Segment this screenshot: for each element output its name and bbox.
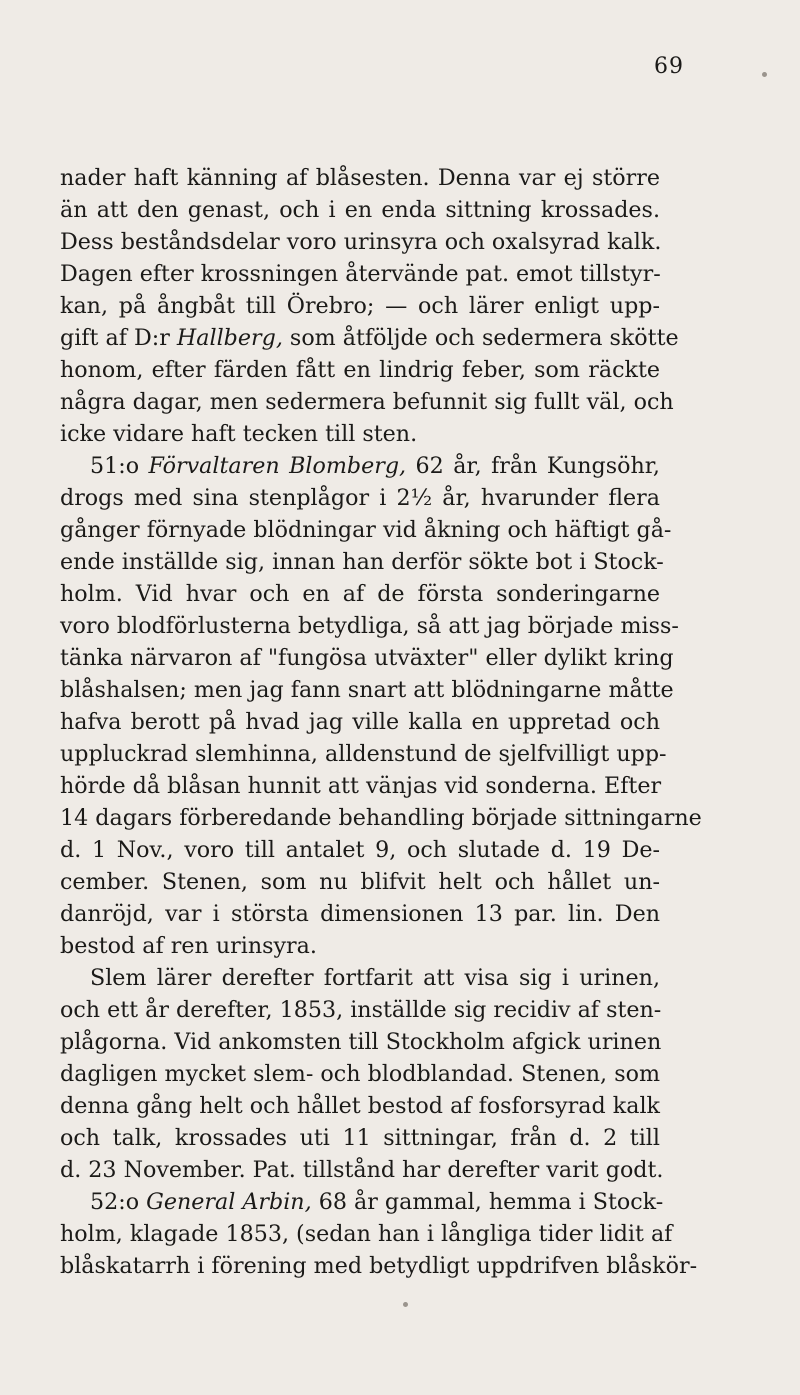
text-line xyxy=(60,1186,664,1218)
line-text: några dagar, men sedermera befunnit sig fullt väl, och xyxy=(60,389,674,415)
line-text: ende inställde sig, innan han derför sökte bot i Stock- xyxy=(60,549,664,575)
text-line xyxy=(60,834,660,866)
text-line xyxy=(60,1154,664,1186)
text-line xyxy=(60,1058,660,1090)
line-text: nader haft känning af blåsesten. Denna var ej större xyxy=(60,165,660,191)
text-line xyxy=(60,482,660,514)
line-text: 52:o xyxy=(90,1189,147,1215)
line-text: blåskatarrh i förening med betydligt uppdrifven blåskör- xyxy=(60,1253,698,1279)
line-text: gånger förnyade blödningar vid åkning och häftigt gå- xyxy=(60,517,672,543)
text-line xyxy=(60,866,660,898)
text-line xyxy=(60,1218,673,1250)
line-text: d. 23 November. Pat. tillstånd har derefter varit godt. xyxy=(60,1157,664,1183)
line-text: cember. Stenen, som nu blifvit helt och hållet un- xyxy=(60,869,660,895)
line-text: uppluckrad slemhinna, alldenstund de sjelfvilligt upp- xyxy=(60,741,667,767)
line-text: voro blodförlusterna betydliga, så att jag började miss- xyxy=(60,613,679,639)
text-line xyxy=(60,450,660,482)
line-text: holm, klagade 1853, (sedan han i långliga tider lidit af xyxy=(60,1221,673,1247)
line-text: Dagen efter krossningen återvände pat. emot tillstyr- xyxy=(60,261,661,287)
line-text: och ett år derefter, 1853, inställde sig recidiv af sten- xyxy=(60,997,662,1023)
text-line xyxy=(60,930,660,962)
text-line xyxy=(60,1026,660,1058)
line-text: än att den genast, och i en enda sittning krossades. xyxy=(60,197,660,223)
text-line xyxy=(60,226,660,258)
text-line xyxy=(60,610,679,642)
line-text: hafva berott på hvad jag ville kalla en uppretad och xyxy=(60,709,660,735)
line-text: honom, efter färden fått en lindrig feber, som räckte xyxy=(60,357,660,383)
text-line xyxy=(60,962,660,994)
text-line xyxy=(60,770,660,802)
text-line xyxy=(60,738,667,770)
text-line xyxy=(60,354,660,386)
line-text: som åtföljde och sedermera skötte xyxy=(282,325,679,351)
line-text: drogs med sina stenplågor i 2½ år, hvarunder flera xyxy=(60,485,660,511)
line-text: plågorna. Vid ankomsten till Stockholm afgick urinen xyxy=(60,1029,662,1055)
line-text: blåshalsen; men jag fann snart att blödningarne måtte xyxy=(60,677,674,703)
line-text: bestod af ren urinsyra. xyxy=(60,933,317,959)
paper-speck xyxy=(403,1302,408,1307)
line-text: d. 1 Nov., voro till antalet 9, och slutade d. 19 De- xyxy=(60,837,660,863)
italic-name: Hallberg, xyxy=(176,325,283,351)
line-text: och talk, krossades uti 11 sittningar, från d. 2 till xyxy=(60,1125,660,1151)
text-line xyxy=(60,1250,698,1282)
text-line xyxy=(60,162,660,194)
text-line xyxy=(60,322,679,354)
text-line xyxy=(60,546,664,578)
text-line xyxy=(60,578,660,610)
line-text: Slem lärer derefter fortfarit att visa sig i urinen, xyxy=(90,965,660,991)
text-line xyxy=(60,642,674,674)
text-line xyxy=(60,1122,660,1154)
line-text: icke vidare haft tecken till sten. xyxy=(60,421,418,447)
line-text: Dess beståndsdelar voro urinsyra och oxalsyrad kalk. xyxy=(60,229,662,255)
text-line xyxy=(60,674,674,706)
line-text: tänka närvaron af "fungösa utväxter" eller dylikt kring xyxy=(60,645,674,671)
line-text: 14 dagars förberedande behandling började sittningarne xyxy=(60,805,702,831)
text-line xyxy=(60,418,660,450)
line-text: holm. Vid hvar och en af de första sonderingarne xyxy=(60,581,660,607)
paper-speck xyxy=(762,72,767,77)
text-line xyxy=(60,290,660,322)
line-text: hörde då blåsan hunnit att vänjas vid sonderna. Efter xyxy=(60,773,662,799)
line-text: 68 år gammal, hemma i Stock- xyxy=(311,1189,664,1215)
line-text: denna gång helt och hållet bestod af fosforsyrad kalk xyxy=(60,1093,660,1119)
text-line xyxy=(60,994,660,1026)
line-text: kan, på ångbåt till Örebro; — och lärer enligt upp- xyxy=(60,293,660,319)
italic-name: General Arbin, xyxy=(146,1189,312,1215)
text-line xyxy=(60,802,702,834)
line-text: 62 år, från Kungsöhr, xyxy=(406,453,660,479)
text-line xyxy=(60,386,674,418)
page-number: 69 xyxy=(654,54,684,79)
italic-name: Förvaltaren Blomberg, xyxy=(148,453,407,479)
body-text xyxy=(60,162,702,1282)
line-text: 51:o xyxy=(90,453,149,479)
line-text: gift af D:r xyxy=(60,325,177,351)
text-line xyxy=(60,514,672,546)
line-text: danröjd, var i största dimensionen 13 par. lin. Den xyxy=(60,901,660,927)
text-line xyxy=(60,706,660,738)
text-line xyxy=(60,898,660,930)
text-line xyxy=(60,194,660,226)
text-line xyxy=(60,258,660,290)
text-line xyxy=(60,1090,660,1122)
line-text: dagligen mycket slem- och blodblandad. Stenen, som xyxy=(60,1061,660,1087)
